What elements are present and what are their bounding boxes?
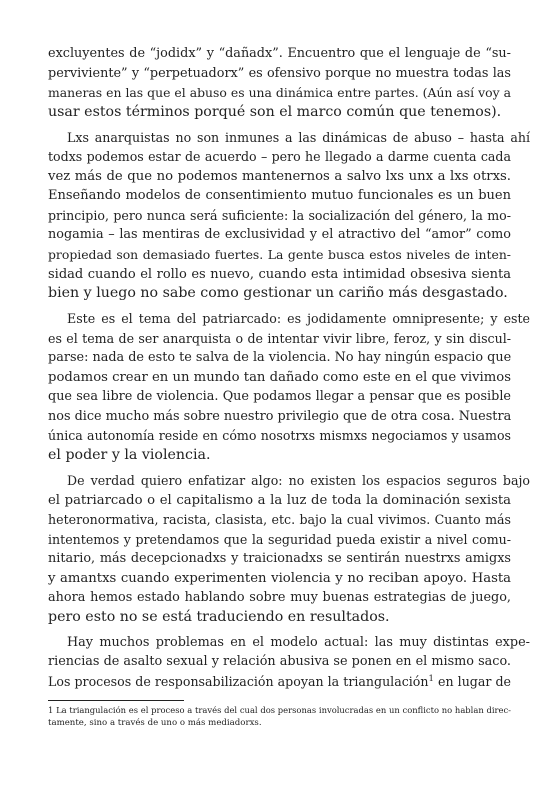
text-line: De verdad quiero enfatizar algo: no existen los espacios seguros bajo	[67, 472, 530, 488]
text-segment: en lugar de	[433, 673, 511, 689]
text-segment: Los procesos de responsabilización apoyan la triangulación	[48, 673, 429, 689]
text-line: usar estos términos porqué son el marco común que tenemos).	[48, 103, 502, 120]
footnote-line: tamente, sino a través de uno o más mediadorxs.	[48, 718, 262, 728]
text-line: vez más de que no podemos mantenernos a salvo lxs unx a lxs otrxs.	[48, 168, 511, 184]
text-line: excluyentes de “jodidx” y “dañadx”. Encuentro que el lenguaje de “su-	[48, 46, 511, 61]
paragraph	[48, 309, 530, 465]
text-line: Lxs anarquistas no son inmunes a las dinámicas de abuso – hasta ahí	[67, 129, 530, 145]
text-line: ahora hemos estado hablando sobre muy buenas estrategias de juego,	[48, 590, 511, 606]
text-line	[48, 672, 511, 692]
text-line: podamos crear en un mundo tan dañado como este en el que vivimos	[48, 369, 511, 385]
text-line: el poder y la violencia.	[48, 446, 211, 463]
text-line: es el tema de ser anarquista o de intentar vivir libre, feroz, y sin discul-	[48, 330, 511, 346]
footnote	[48, 704, 511, 730]
footnote-divider	[48, 700, 184, 701]
text-line: maneras en las que el abuso es una dinámica entre partes. (Aún así voy a	[48, 85, 511, 101]
text-line: todxs podemos estar de acuerdo – pero he llegado a darme cuenta cada	[48, 149, 511, 165]
text-line: intentemos y pretendamos que la seguridad pueda existir a nivel comu-	[48, 531, 511, 547]
text-line: perviviente” y “perpetuadorx” es ofensivo porque no muestra todas las	[48, 65, 511, 81]
text-line: nogamia – las mentiras de exclusividad y el atractivo del “amor” como	[48, 227, 511, 243]
text-line: heteronormativa, racista, clasista, etc. bajo la cual vivimos. Cuanto más	[48, 512, 511, 528]
text-line: sidad cuando el rollo es nuevo, cuando esta intimidad obsesiva sienta	[48, 266, 511, 282]
text-line: pero esto no se está traduciendo en resultados.	[48, 608, 390, 625]
paragraph	[48, 633, 530, 692]
text-line: Enseñando modelos de consentimiento mutuo funcionales es un buen	[48, 188, 511, 204]
text-line: Hay muchos problemas en el modelo actual: las muy distintas expe-	[67, 634, 530, 650]
text-line: el patriarcado o el capitalismo a la luz de toda la dominación sexista	[48, 492, 511, 508]
text-line: nitario, más decepcionadxs y traicionadxs se sentirán nuestrxs amigxs	[48, 551, 511, 567]
text-line: parse: nada de esto te salva de la violencia. No hay ningún espacio que	[48, 350, 512, 366]
text-line: nos dice mucho más sobre nuestro privilegio que de otra cosa. Nuestra	[48, 408, 512, 424]
text-line: propiedad son demasiado fuertes. La gente busca estos niveles de inten-	[48, 246, 511, 262]
text-line: única autonomía reside en cómo nosotrxs mismxs negociamos y usamos	[48, 428, 511, 444]
text-line: Este es el tema del patriarcado: es jodidamente omnipresente; y este	[67, 311, 530, 327]
text-line: bien y luego no sabe como gestionar un cariño más desgastado.	[48, 285, 508, 302]
paragraph	[48, 128, 530, 304]
footnote-reference[interactable]: 1	[428, 673, 434, 684]
footnote-line: 1 La triangulación es el proceso a través del cual dos personas involucradas en un conflicto no hablan direc-	[48, 705, 511, 715]
body-text	[48, 44, 530, 692]
text-line: riencias de asalto sexual y relación abusiva se ponen en el mismo saco.	[48, 654, 511, 670]
text-line: y amantxs cuando experimenten violencia y no reciban apoyo. Hasta	[48, 570, 511, 586]
text-line: principio, pero nunca será suficiente: la socialización del género, la mo-	[48, 207, 511, 223]
text-line: que sea libre de violencia. Que podamos llegar a pensar que es posible	[48, 389, 511, 405]
paragraph	[48, 44, 511, 122]
paragraph	[48, 471, 530, 627]
